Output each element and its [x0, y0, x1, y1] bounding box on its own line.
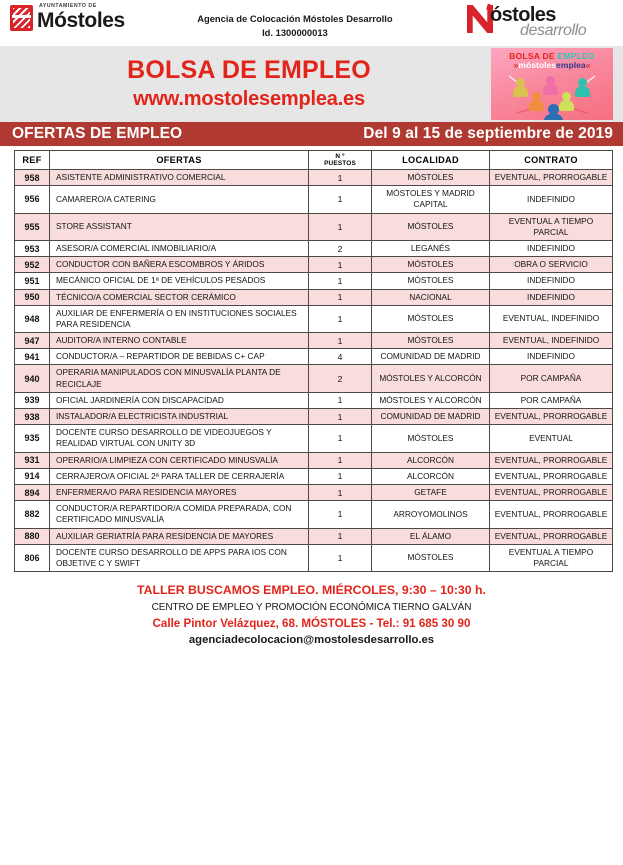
table-row: [15, 528, 613, 544]
row-puestos: 1: [309, 468, 372, 484]
row-ref: 941: [15, 349, 50, 365]
row-contrato: POR CAMPAÑA: [490, 392, 613, 408]
row-ref: 955: [15, 213, 50, 240]
row-oferta: CONDUCTOR CON BAÑERA ESCOMBROS Y ÁRIDOS: [50, 257, 309, 273]
row-contrato: EVENTUAL, PRORROGABLE: [490, 170, 613, 186]
banner-title: BOLSA DE EMPLEO: [127, 55, 371, 84]
row-localidad: MÓSTOLES Y MADRID CAPITAL: [372, 186, 490, 213]
row-ref: 958: [15, 170, 50, 186]
row-puestos: 1: [309, 501, 372, 528]
agency-name: Agencia de Colocación Móstoles Desarrollo: [197, 13, 393, 24]
row-puestos: 1: [309, 528, 372, 544]
table-row: [15, 333, 613, 349]
table-row: [15, 240, 613, 256]
row-contrato: EVENTUAL: [490, 425, 613, 452]
row-oferta: TÉCNICO/A COMERCIAL SECTOR CERÁMICO: [50, 289, 309, 305]
row-puestos: 1: [309, 273, 372, 289]
column-header-puestos-line1: N º: [335, 152, 345, 160]
table-header-row: [15, 151, 613, 170]
section-title-bar: [0, 122, 623, 146]
people-figures-illustration: [491, 73, 613, 117]
row-puestos: 1: [309, 484, 372, 500]
figure-4: [529, 92, 544, 111]
row-oferta: OPERARIA MANIPULADOS CON MINUSVALÍA PLANTA DE RECICLAJE: [50, 365, 309, 392]
table-row: [15, 468, 613, 484]
section-title: OFERTAS DE EMPLEO: [12, 125, 183, 142]
promo-line1-a: BOLSA DE: [509, 51, 558, 61]
row-oferta: DOCENTE CURSO DESARROLLO DE VIDEOJUEGOS Y REALIDAD VIRTUAL CON UNITY 3D: [50, 425, 309, 452]
mostoles-desarrollo-logo: [465, 4, 615, 44]
row-contrato: EVENTUAL, PRORROGABLE: [490, 528, 613, 544]
table-row: [15, 365, 613, 392]
job-offers-table: [14, 150, 613, 572]
row-localidad: MÓSTOLES: [372, 170, 490, 186]
agency-id: Id. 1300000013: [262, 26, 328, 38]
row-puestos: 1: [309, 305, 372, 332]
row-localidad: GETAFE: [372, 484, 490, 500]
row-ref: 914: [15, 468, 50, 484]
document-footer: [0, 572, 623, 650]
promo-arrow-left: »: [513, 60, 519, 71]
row-oferta: CONDUCTOR/A – REPARTIDOR DE BEBIDAS C+ CAP: [50, 349, 309, 365]
row-contrato: EVENTUAL, INDEFINIDO: [490, 305, 613, 332]
table-head: [15, 151, 613, 170]
footer-email[interactable]: agenciadecolocacion@mostolesdesarrollo.es: [188, 634, 435, 647]
row-ref: 948: [15, 305, 50, 332]
row-localidad: MÓSTOLES: [372, 213, 490, 240]
figure-6: [544, 104, 563, 120]
row-puestos: 1: [309, 257, 372, 273]
row-localidad: MÓSTOLES: [372, 305, 490, 332]
column-header-localidad: LOCALIDAD: [372, 151, 490, 170]
promo-arrow-right: «: [585, 60, 591, 71]
coat-of-arms-icon: [10, 5, 33, 31]
row-ref: 880: [15, 528, 50, 544]
table-row: [15, 425, 613, 452]
table-row: [15, 349, 613, 365]
column-header-puestos-line2: PUESTOS: [324, 160, 356, 167]
row-contrato: EVENTUAL, PRORROGABLE: [490, 452, 613, 468]
row-oferta: DOCENTE CURSO DESARROLLO DE APPS PARA IOS CON OBJETIVE C Y SWIFT: [50, 544, 309, 571]
row-puestos: 1: [309, 544, 372, 571]
row-contrato: INDEFINIDO: [490, 240, 613, 256]
row-puestos: 1: [309, 170, 372, 186]
promo-line1-b: EMPLEO: [557, 51, 595, 61]
row-oferta: AUXILIAR GERIATRÍA PARA RESIDENCIA DE MAYORES: [50, 528, 309, 544]
row-localidad: NACIONAL: [372, 289, 490, 305]
table-row: [15, 257, 613, 273]
row-contrato: EVENTUAL, PRORROGABLE: [490, 468, 613, 484]
row-localidad: MÓSTOLES: [372, 273, 490, 289]
row-contrato: INDEFINIDO: [490, 186, 613, 213]
figure-3: [575, 78, 590, 97]
row-contrato: INDEFINIDO: [490, 289, 613, 305]
row-puestos: 4: [309, 349, 372, 365]
row-ref: 956: [15, 186, 50, 213]
footer-workshop-line: TALLER BUSCAMOS EMPLEO. MIÉRCOLES, 9:30 – 10:30 h.: [137, 583, 486, 598]
row-localidad: MÓSTOLES: [372, 544, 490, 571]
row-oferta: ASESOR/A COMERCIAL INMOBILIARIO/A: [50, 240, 309, 256]
row-localidad: ARROYOMOLINOS: [372, 501, 490, 528]
row-oferta: AUXILIAR DE ENFERMERÍA O EN INSTITUCIONES SOCIALES PARA RESIDENCIA: [50, 305, 309, 332]
row-puestos: 2: [309, 240, 372, 256]
row-oferta: ASISTENTE ADMINISTRATIVO COMERCIAL: [50, 170, 309, 186]
table-row: [15, 409, 613, 425]
table-row: [15, 305, 613, 332]
row-localidad: COMUNIDAD DE MADRID: [372, 349, 490, 365]
row-localidad: COMUNIDAD DE MADRID: [372, 409, 490, 425]
row-localidad: ALCORCÓN: [372, 468, 490, 484]
agency-heading: [125, 4, 465, 39]
table-row: [15, 392, 613, 408]
row-oferta: INSTALADOR/A ELECTRICISTA INDUSTRIAL: [50, 409, 309, 425]
row-contrato: POR CAMPAÑA: [490, 365, 613, 392]
row-ref: 953: [15, 240, 50, 256]
row-localidad: MÓSTOLES: [372, 425, 490, 452]
table-row: [15, 186, 613, 213]
row-ref: 935: [15, 425, 50, 452]
row-oferta: OFICIAL JARDINERÍA CON DISCAPACIDAD: [50, 392, 309, 408]
row-oferta: CONDUCTOR/A REPARTIDOR/A COMIDA PREPARADA, CON CERTIFICADO MINUSVALÍA: [50, 501, 309, 528]
row-contrato: INDEFINIDO: [490, 349, 613, 365]
ayuntamiento-mostoles-logo: [10, 4, 125, 31]
table-row: [15, 544, 613, 571]
row-oferta: MECÁNICO OFICIAL DE 1ª DE VEHÍCULOS PESADOS: [50, 273, 309, 289]
column-header-ref: REF: [15, 151, 50, 170]
row-contrato: EVENTUAL A TIEMPO PARCIAL: [490, 544, 613, 571]
row-localidad: MÓSTOLES Y ALCORCÓN: [372, 392, 490, 408]
table-body: [15, 170, 613, 572]
row-localidad: MÓSTOLES: [372, 333, 490, 349]
row-contrato: EVENTUAL A TIEMPO PARCIAL: [490, 213, 613, 240]
row-oferta: ENFERMERA/O PARA RESIDENCIA MAYORES: [50, 484, 309, 500]
table-row: [15, 289, 613, 305]
row-ref: 950: [15, 289, 50, 305]
table-row: [15, 501, 613, 528]
desarrollo-logo-top: óstoles: [490, 4, 556, 26]
row-puestos: 2: [309, 365, 372, 392]
row-ref: 952: [15, 257, 50, 273]
row-oferta: AUDITOR/A INTERNO CONTABLE: [50, 333, 309, 349]
row-puestos: 1: [309, 452, 372, 468]
row-ref: 806: [15, 544, 50, 571]
row-ref: 951: [15, 273, 50, 289]
column-header-puestos: [309, 151, 372, 170]
bolsa-empleo-promo-graphic: [491, 48, 613, 120]
table-row: [15, 452, 613, 468]
row-puestos: 1: [309, 186, 372, 213]
row-localidad: LEGANÉS: [372, 240, 490, 256]
row-ref: 939: [15, 392, 50, 408]
row-contrato: INDEFINIDO: [490, 273, 613, 289]
promo-line2-a: móstoles: [518, 60, 557, 71]
row-puestos: 1: [309, 425, 372, 452]
desarrollo-logo-bottom: desarrollo: [520, 22, 587, 39]
section-date-range: Del 9 al 15 de septiembre de 2019: [363, 125, 613, 142]
table-row: [15, 484, 613, 500]
row-localidad: EL ÁLAMO: [372, 528, 490, 544]
table-row: [15, 170, 613, 186]
document-header: [0, 0, 623, 46]
row-contrato: EVENTUAL, PRORROGABLE: [490, 484, 613, 500]
row-puestos: 1: [309, 392, 372, 408]
footer-center-name: CENTRO DE EMPLEO Y PROMOCIÓN ECONÓMICA TIERNO GALVÁN: [151, 601, 472, 613]
promo-line2: [491, 61, 613, 70]
figure-1: [513, 78, 528, 97]
row-oferta: STORE ASSISTANT: [50, 213, 309, 240]
row-contrato: EVENTUAL, INDEFINIDO: [490, 333, 613, 349]
figure-2: [543, 76, 558, 95]
banner-section: [0, 46, 623, 122]
row-localidad: MÓSTOLES Y ALCORCÓN: [372, 365, 490, 392]
ayuntamiento-label: AYUNTAMIENTO DE: [39, 3, 97, 9]
row-puestos: 1: [309, 333, 372, 349]
promo-line2-b: emplea: [556, 60, 586, 71]
row-oferta: CAMARERO/A CATERING: [50, 186, 309, 213]
row-oferta: OPERARIO/A LIMPIEZA CON CERTIFICADO MINUSVALÍA: [50, 452, 309, 468]
row-localidad: ALCORCÓN: [372, 452, 490, 468]
row-localidad: MÓSTOLES: [372, 257, 490, 273]
row-ref: 931: [15, 452, 50, 468]
row-ref: 947: [15, 333, 50, 349]
row-ref: 938: [15, 409, 50, 425]
banner-website-url[interactable]: www.mostolesemplea.es: [133, 88, 365, 111]
row-puestos: 1: [309, 213, 372, 240]
row-puestos: 1: [309, 409, 372, 425]
row-puestos: 1: [309, 289, 372, 305]
footer-address-phone: Calle Pintor Velázquez, 68. MÓSTOLES - Tel.: 91 685 30 90: [152, 616, 471, 630]
row-contrato: EVENTUAL, PRORROGABLE: [490, 501, 613, 528]
job-offers-table-container: [0, 146, 623, 572]
table-row: [15, 213, 613, 240]
row-ref: 882: [15, 501, 50, 528]
column-header-ofertas: OFERTAS: [50, 151, 309, 170]
row-contrato: OBRA O SERVICIO: [490, 257, 613, 273]
row-oferta: CERRAJERO/A OFICIAL 2ª PARA TALLER DE CERRAJERÍA: [50, 468, 309, 484]
ayuntamiento-city-name: Móstoles: [37, 9, 125, 33]
column-header-contrato: CONTRATO: [490, 151, 613, 170]
row-contrato: EVENTUAL, PRORROGABLE: [490, 409, 613, 425]
row-ref: 894: [15, 484, 50, 500]
row-ref: 940: [15, 365, 50, 392]
table-row: [15, 273, 613, 289]
